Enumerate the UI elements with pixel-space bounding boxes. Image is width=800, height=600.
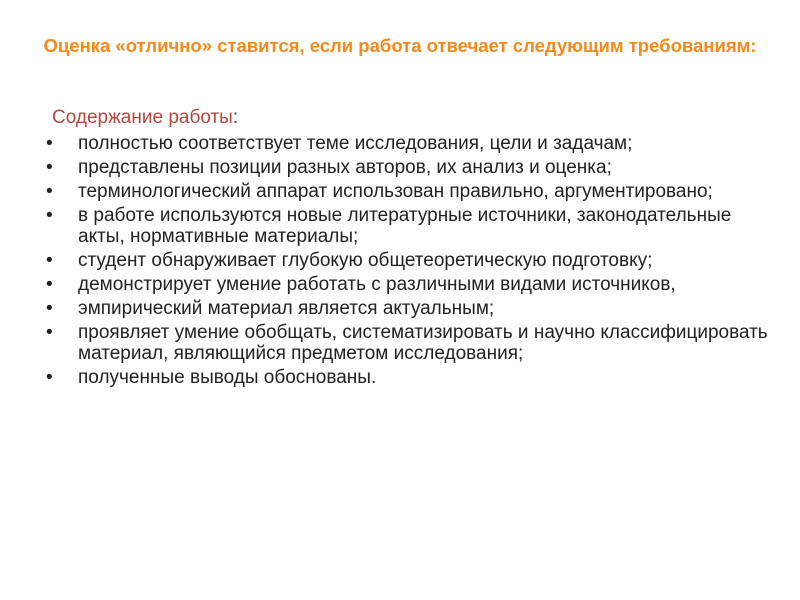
list-item: [46, 322, 772, 364]
list-item-text: терминологический аппарат использован правильно, аргументировано;: [78, 181, 713, 202]
list-item-text: демонстрирует умение работать с различными видами источников,: [78, 274, 676, 295]
list-item: [46, 298, 772, 319]
slide-title: Оценка «отлично» ставится, если работа отвечает следующим требованиям:: [43, 35, 757, 56]
list-item: [46, 205, 772, 247]
subheading-text: Содержание работы: [52, 107, 233, 128]
bullet-icon: •: [46, 250, 53, 271]
bullet-icon: •: [46, 205, 53, 226]
bullet-icon: •: [46, 298, 53, 319]
bullet-icon: •: [46, 322, 53, 343]
list-item: [46, 274, 772, 295]
slide-content: [46, 107, 772, 391]
list-item-text: представлены позиции разных авторов, их анализ и оценка;: [78, 157, 612, 178]
list-item: [46, 367, 772, 388]
bullet-icon: •: [46, 274, 53, 295]
list-item: [46, 133, 772, 154]
list-item-text: проявляет умение обобщать, систематизировать и научно классифицировать материал, являющийся предметом исследования;: [78, 322, 768, 364]
subheading-colon: :: [232, 107, 239, 128]
subheading: [52, 107, 772, 129]
bullet-icon: •: [46, 157, 53, 178]
requirements-list: [46, 133, 772, 388]
bullet-icon: •: [46, 367, 53, 388]
list-item-text: в работе используются новые литературные источники, законодательные акты, нормативные материалы;: [78, 205, 732, 247]
bullet-icon: •: [46, 181, 53, 202]
list-item-text: полностью соответствует теме исследования, цели и задачам;: [78, 133, 633, 154]
list-item-text: полученные выводы обоснованы.: [78, 367, 377, 388]
list-item: [46, 157, 772, 178]
list-item: [46, 250, 772, 271]
list-item-text: эмпирический материал является актуальным;: [78, 298, 495, 319]
list-item: [46, 181, 772, 202]
bullet-icon: •: [46, 133, 53, 154]
list-item-text: студент обнаруживает глубокую общетеоретическую подготовку;: [78, 250, 653, 271]
